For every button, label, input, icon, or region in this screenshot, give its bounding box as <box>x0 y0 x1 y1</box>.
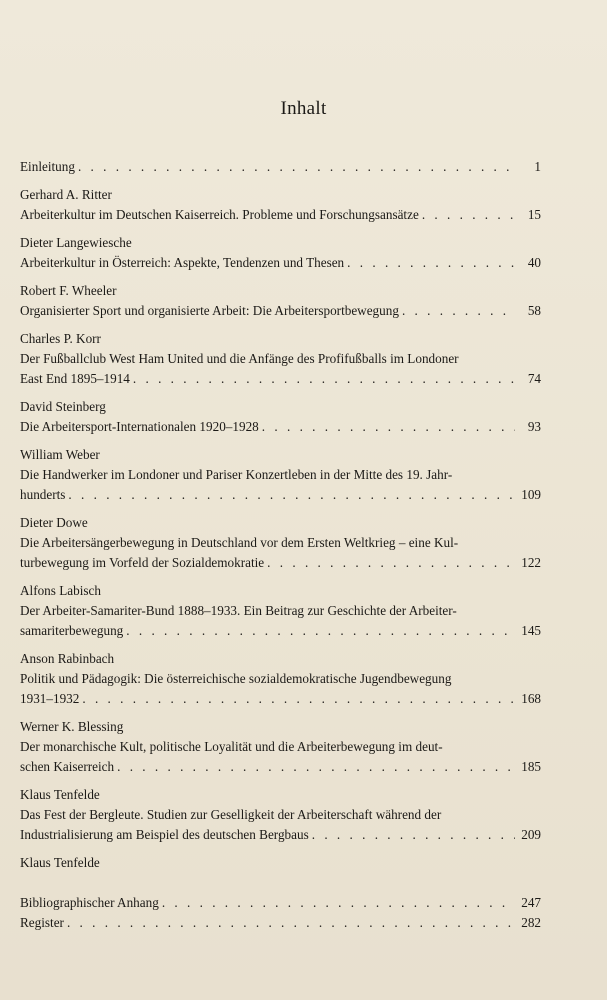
toc-title-line <box>20 757 541 777</box>
dot-leader <box>162 893 515 913</box>
page-title: Inhalt <box>280 98 327 119</box>
toc-title-line <box>20 485 541 505</box>
dot-leader <box>68 485 515 505</box>
page-number: 15 <box>527 207 541 222</box>
dot-leader <box>262 417 515 437</box>
dot-leader <box>402 301 515 321</box>
dot-leader <box>126 621 515 641</box>
toc-author: Dieter Dowe <box>20 515 88 530</box>
toc-entry <box>20 397 541 437</box>
toc-title-line <box>20 253 541 273</box>
dot-leader <box>82 689 515 709</box>
toc-entry <box>20 785 541 845</box>
page-number: 247 <box>521 895 541 910</box>
page-number: 1 <box>534 159 541 174</box>
page-number: 209 <box>521 827 541 842</box>
dot-leader <box>117 757 515 777</box>
toc-entry <box>20 513 541 573</box>
toc-title-line <box>20 825 541 845</box>
toc-entry <box>20 157 541 177</box>
table-of-contents <box>20 157 541 941</box>
toc-title-line: Politik und Pädagogik: Die österreichische sozialdemokratische Jugendbewegung <box>20 671 452 686</box>
toc-entry <box>20 185 541 225</box>
toc-title-line <box>20 417 541 437</box>
toc-author: Robert F. Wheeler <box>20 283 117 298</box>
toc-entry <box>20 717 541 777</box>
toc-title-line <box>20 553 541 573</box>
toc-author: David Steinberg <box>20 399 106 414</box>
page-number: 58 <box>527 303 541 318</box>
page-number: 282 <box>521 915 541 930</box>
toc-title-text: Industrialisierung am Beispiel des deutschen Bergbaus <box>20 827 309 842</box>
dot-leader <box>312 825 515 845</box>
toc-title-text: samariterbewegung <box>20 623 124 638</box>
page-number: 109 <box>521 487 541 502</box>
toc-title-line <box>20 689 541 709</box>
toc-title-text: schen Kaiserreich <box>20 759 115 774</box>
page-number: 40 <box>527 255 541 270</box>
toc-title-line: Der Arbeiter-Samariter-Bund 1888–1933. Ein Beitrag zur Geschichte der Arbeiter- <box>20 603 457 618</box>
toc-entry <box>20 233 541 273</box>
toc-title-text: hunderts <box>20 487 66 502</box>
toc-title-line: Die Arbeitersängerbewegung in Deutschland vor dem Ersten Weltkrieg – eine Kul- <box>20 535 459 550</box>
toc-title-line: Der monarchische Kult, politische Loyalität und die Arbeiterbewegung im deut- <box>20 739 443 754</box>
page-number: 93 <box>527 419 541 434</box>
toc-title-text: Organisierter Sport und organisierte Arbeit: Die Arbeitersportbewegung <box>20 303 399 318</box>
toc-title-line <box>20 893 541 913</box>
toc-title-line: Das Fest der Bergleute. Studien zur Geselligkeit der Arbeiterschaft während der <box>20 807 442 822</box>
toc-title-line: Die Handwerker im Londoner und Pariser Konzertleben in der Mitte des 19. Jahr- <box>20 467 453 482</box>
toc-author: Alfons Labisch <box>20 583 101 598</box>
toc-title-text: East End 1895–1914 <box>20 371 130 386</box>
dot-leader <box>133 369 515 389</box>
toc-author: Werner K. Blessing <box>20 719 124 734</box>
dot-leader <box>78 157 515 177</box>
dot-leader <box>422 205 515 225</box>
toc-entry <box>20 853 541 873</box>
toc-entry <box>20 329 541 389</box>
toc-author: Klaus Tenfelde <box>20 787 100 802</box>
dot-leader <box>267 553 515 573</box>
toc-title-text: 1931–1932 <box>20 691 80 706</box>
toc-entry <box>20 581 541 641</box>
toc-title-text: Einleitung <box>20 159 75 174</box>
toc-title-text: Die Arbeitersport-Internationalen 1920–1928 <box>20 419 259 434</box>
toc-title-text: turbewegung im Vorfeld der Sozialdemokratie <box>20 555 265 570</box>
toc-title-line <box>20 369 541 389</box>
toc-entry <box>20 281 541 321</box>
dot-leader <box>347 253 515 273</box>
toc-author: Klaus Tenfelde <box>20 855 100 870</box>
toc-title-text: Arbeiterkultur in Österreich: Aspekte, Tendenzen und Thesen <box>20 255 345 270</box>
toc-title-line: Der Fußballclub West Ham United und die Anfänge des Profifußballs im Londoner <box>20 351 459 366</box>
page-number: 122 <box>521 555 541 570</box>
toc-entry <box>20 913 541 933</box>
dot-leader <box>67 913 515 933</box>
toc-entry <box>20 649 541 709</box>
toc-author: Dieter Langewiesche <box>20 235 132 250</box>
toc-author: Gerhard A. Ritter <box>20 187 112 202</box>
toc-title-text: Bibliographischer Anhang <box>20 895 159 910</box>
page-number: 168 <box>521 691 541 706</box>
toc-author: William Weber <box>20 447 100 462</box>
page-number: 145 <box>521 623 541 638</box>
toc-title-text: Register <box>20 915 64 930</box>
page-number: 74 <box>527 371 541 386</box>
toc-author: Anson Rabinbach <box>20 651 115 666</box>
toc-entry <box>20 445 541 505</box>
toc-title-line <box>20 621 541 641</box>
toc-title-line <box>20 913 541 933</box>
page-number: 185 <box>521 759 541 774</box>
toc-title-line <box>20 205 541 225</box>
toc-author: Charles P. Korr <box>20 331 101 346</box>
toc-title-line <box>20 157 541 177</box>
toc-entry <box>20 893 541 913</box>
toc-title-line <box>20 301 541 321</box>
toc-title-text: Arbeiterkultur im Deutschen Kaiserreich. Probleme und Forschungsansätze <box>20 207 419 222</box>
